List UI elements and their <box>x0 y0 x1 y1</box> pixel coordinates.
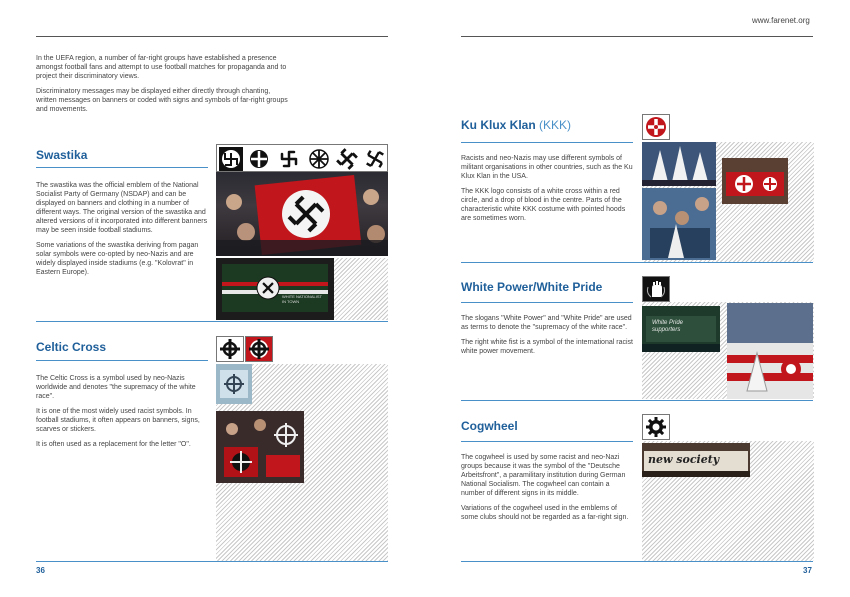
left-page-number: 36 <box>36 566 45 575</box>
left-bottom-rule <box>36 561 388 562</box>
white-fist-icon <box>642 276 670 302</box>
celtic-cross-red-icon <box>245 336 273 362</box>
white-power-paragraph-1: The slogans "White Power" and "White Pride" are used as terms to denote the "supremacy of the white race". <box>461 315 632 331</box>
white-power-heading-rule <box>461 302 633 303</box>
celtic-text <box>36 374 208 455</box>
swastika-heading-rule <box>36 167 208 168</box>
swastika-heading: Swastika <box>36 148 88 162</box>
cross-circle-icon <box>247 147 271 171</box>
intro-paragraph-1: In the UEFA region, a number of far-right groups have established a presence amongst football fans and attempt to use football matches for propaganda and to project their discriminatory views. <box>36 55 287 80</box>
kkk-paragraph-1: Racists and neo-Nazis may use different symbols of militant organisations in other countries, such as the Ku Klux Klan in the USA. <box>461 155 633 180</box>
white-power-heading: White Power/White Pride <box>461 280 603 294</box>
sun-wheel-icon <box>307 147 331 171</box>
swastika-icon-strip <box>216 144 388 172</box>
white-nationalist-banner-photo <box>216 258 334 320</box>
celtic-paragraph-1: The Celtic Cross is a symbol used by neo-Nazis worldwide and denotes "the supremacy of the white race". <box>36 375 196 400</box>
cogwheel-paragraph-2: Variations of the cogwheel used in the emblems of some clubs should not be regarded as a far-right sign. <box>461 505 629 521</box>
celtic-paragraph-3: It is often used as a replacement for the letter "O". <box>36 441 191 448</box>
right-page-number: 37 <box>803 566 812 575</box>
left-top-rule <box>36 36 388 37</box>
swastika-circle-icon <box>219 147 243 171</box>
celtic-heading-rule <box>36 360 208 361</box>
site-url: www.farenet.org <box>752 16 810 25</box>
swastika-flag-photo <box>216 172 388 256</box>
swastika-text <box>36 181 208 283</box>
cogwheel-paragraph-1: The cogwheel is used by some racist and neo-Nazi groups because it was the symbol of the "Deutsche Arbeitsfront", a paramilitary institution during German National Socialism. The cogwheel can contain a number of different signs in its middle. <box>461 454 626 497</box>
kkk-hoods-photo <box>642 142 716 186</box>
white-power-text <box>461 314 633 362</box>
banner-text: WHITE NATIONALIST IN TOWN <box>282 294 322 304</box>
swastika-paragraph-2: Some variations of the swastika deriving from pagan solar symbols were co-opted by neo-Nazis and are widely displayed inside stadiums (e.g. "Kolovrat" in Eastern Europe). <box>36 242 199 276</box>
kkk-text <box>461 154 633 229</box>
kkk-logo-icon <box>642 114 670 140</box>
curved-swastika-icon <box>277 147 301 171</box>
cogwheel-icon <box>642 414 670 440</box>
kkk-heading <box>461 118 571 132</box>
cogwheel-heading-rule <box>461 441 633 442</box>
swastika-paragraph-1: The swastika was the official emblem of the National Socialist Party of Germany (NSDAP) and can be displayed on banners and clothing in a number of different ways. The original version of the swastika and altered versions of it incorporated into different banners may be seen inside football stadiums. <box>36 182 208 234</box>
intro-paragraph-2: Discriminatory messages may be displayed either directly through chanting, written messages on banners or coded with signs and symbols of far-right groups and movements. <box>36 88 288 113</box>
cogwheel-text <box>461 453 633 528</box>
celtic-paragraph-2: It is one of the most widely used racist symbols. In football stadiums, it often appears on banners, signs, scarves or stickers. <box>36 408 200 433</box>
celtic-cross-icon <box>216 336 244 362</box>
kkk-crowd-photo <box>642 188 716 260</box>
new-society-banner-text: new society <box>648 453 720 466</box>
right-bottom-rule <box>461 561 813 562</box>
celtic-scarf-photo <box>216 364 252 404</box>
kkk-title: Ku Klux Klan <box>461 118 536 132</box>
white-pride-banner-photo <box>642 306 720 352</box>
new-society-banner-photo <box>642 443 750 477</box>
kkk-bottom-rule <box>461 262 813 263</box>
white-power-paragraph-2: The right white fist is a symbol of the international racist white power movement. <box>461 339 633 355</box>
cogwheel-heading: Cogwheel <box>461 419 518 433</box>
intro-text <box>36 54 288 120</box>
white-power-stadium-photo <box>727 303 813 399</box>
right-top-rule <box>461 36 813 37</box>
kolovrat-icon <box>363 147 387 171</box>
white-power-bottom-rule <box>461 400 813 401</box>
celtic-crowd-photo <box>216 411 304 483</box>
swastika-icon <box>335 147 359 171</box>
kkk-heading-rule <box>461 142 633 143</box>
kkk-paragraph-2: The KKK logo consists of a white cross within a red circle, and a drop of blood in the centre. Parts of the characteristic white KKK costume with pointed hoods are sometimes worn. <box>461 188 626 222</box>
kkk-title-suffix: (KKK) <box>539 118 572 132</box>
swastika-bottom-rule <box>36 321 388 322</box>
kkk-banner-photo <box>722 158 788 204</box>
celtic-heading: Celtic Cross <box>36 340 107 354</box>
white-pride-banner-text: White Pride supporters <box>652 320 684 333</box>
